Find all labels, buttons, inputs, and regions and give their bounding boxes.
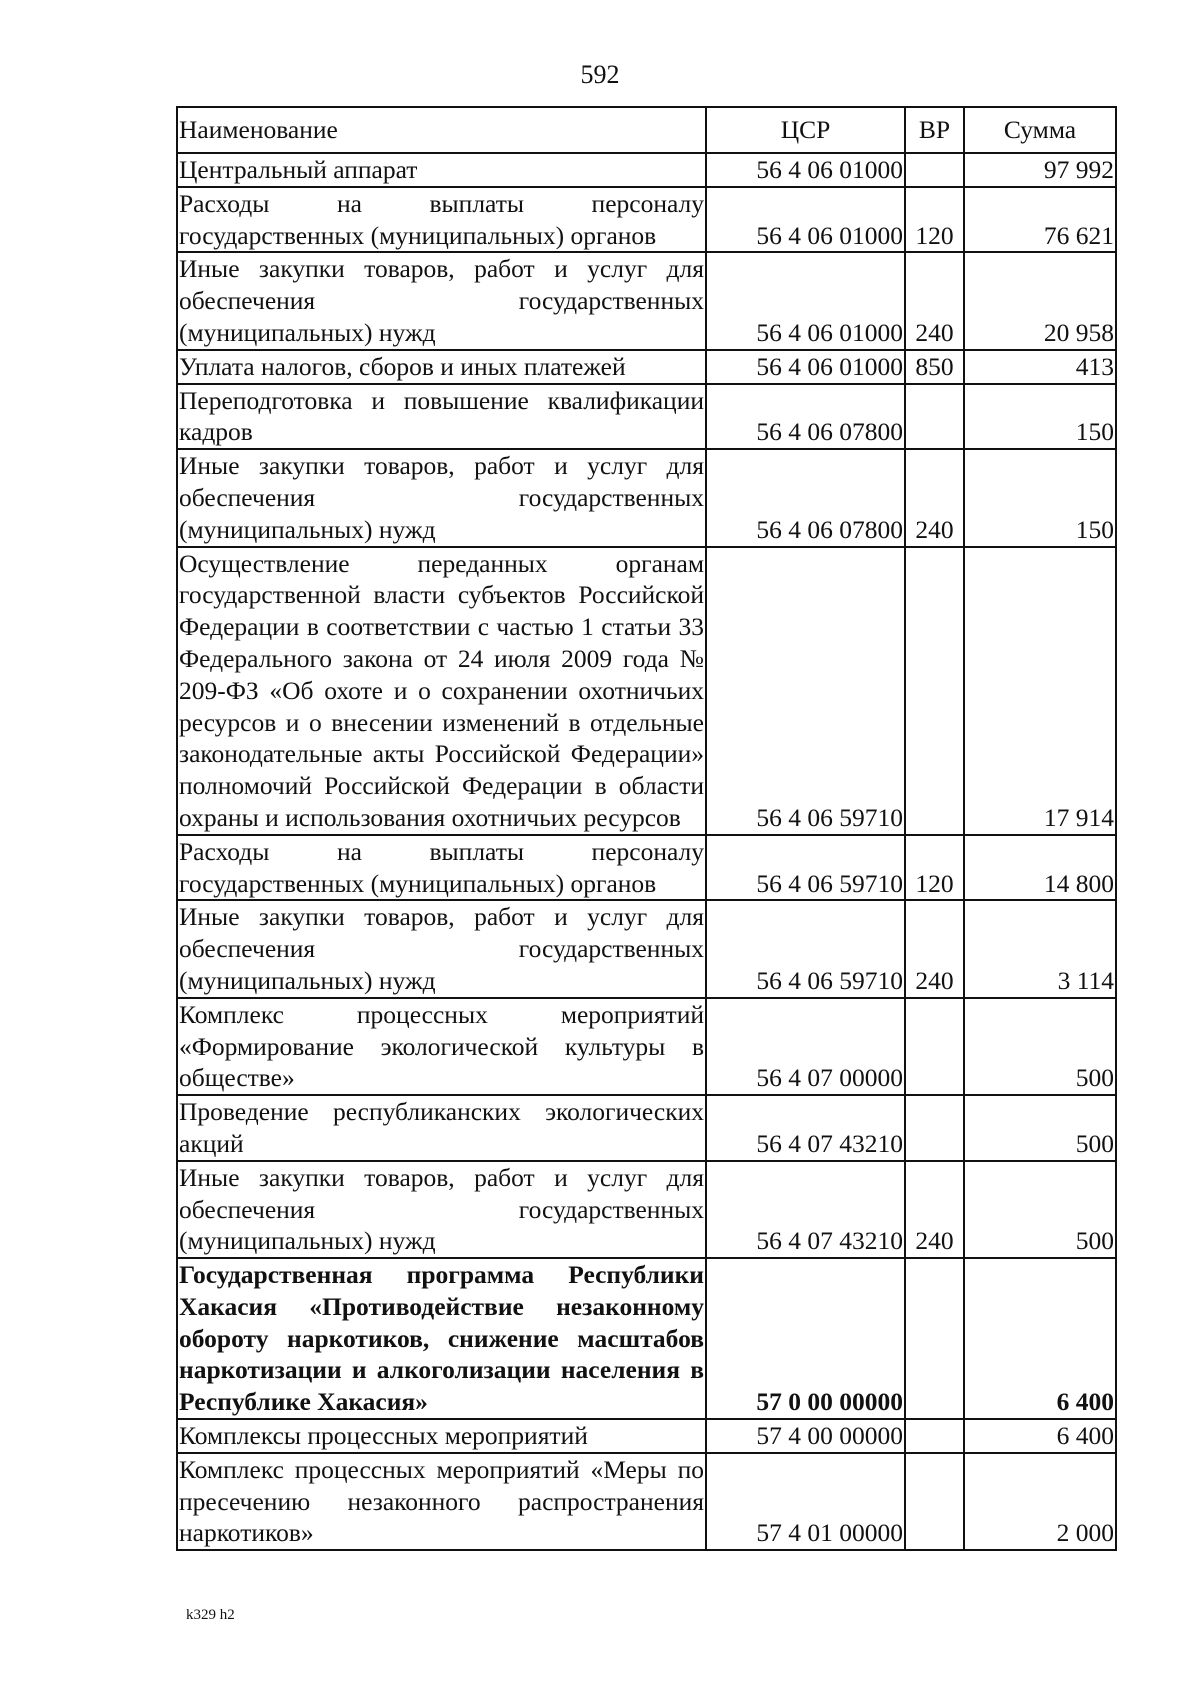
row-name: Иные закупки товаров, работ и услуг для обеспечения государственных (муниципальных) нужд (177, 449, 706, 546)
row-vr: 240 (905, 449, 964, 546)
row-sum: 2 000 (964, 1453, 1116, 1550)
row-csr: 56 4 06 01000 (706, 187, 905, 253)
table-row (177, 350, 1116, 384)
row-name: Проведение республиканских экологических акций (177, 1095, 706, 1161)
header-sum: Сумма (964, 107, 1116, 153)
row-vr: 850 (905, 350, 964, 384)
table-row (177, 998, 1116, 1095)
header-vr: ВР (905, 107, 964, 153)
row-csr: 56 4 06 01000 (706, 252, 905, 349)
row-vr (905, 1453, 964, 1550)
row-sum: 3 114 (964, 900, 1116, 997)
row-sum: 150 (964, 449, 1116, 546)
row-name: Комплексы процессных мероприятий (177, 1419, 706, 1453)
row-sum: 97 992 (964, 153, 1116, 187)
page-number: 592 (580, 60, 620, 89)
row-sum: 14 800 (964, 835, 1116, 901)
row-vr (905, 547, 964, 835)
row-sum: 76 621 (964, 187, 1116, 253)
row-vr: 240 (905, 900, 964, 997)
budget-table (176, 106, 1117, 1551)
row-name: Расходы на выплаты персоналу государственных (муниципальных) органов (177, 187, 706, 253)
row-name: Центральный аппарат (177, 153, 706, 187)
row-csr: 57 4 00 00000 (706, 1419, 905, 1453)
row-csr: 56 4 06 01000 (706, 153, 905, 187)
row-name: Переподготовка и повышение квалификации кадров (177, 384, 706, 450)
table-row (177, 900, 1116, 997)
header-name: Наименование (177, 107, 706, 153)
row-name: Комплекс процессных мероприятий «Формирование экологической культуры в обществе» (177, 998, 706, 1095)
row-sum: 500 (964, 998, 1116, 1095)
header-csr: ЦСР (706, 107, 905, 153)
row-csr: 57 0 00 00000 (706, 1258, 905, 1419)
table-row (177, 384, 1116, 450)
table-row (177, 1258, 1116, 1419)
row-csr: 56 4 06 59710 (706, 835, 905, 901)
row-name: Уплата налогов, сборов и иных платежей (177, 350, 706, 384)
row-vr: 120 (905, 835, 964, 901)
table-row (177, 153, 1116, 187)
row-vr (905, 1258, 964, 1419)
table-row (177, 547, 1116, 835)
table-row (177, 1161, 1116, 1258)
row-vr (905, 1419, 964, 1453)
row-vr (905, 153, 964, 187)
row-name: Иные закупки товаров, работ и услуг для обеспечения государственных (муниципальных) нужд (177, 252, 706, 349)
row-vr (905, 384, 964, 450)
table-row (177, 1095, 1116, 1161)
row-sum: 413 (964, 350, 1116, 384)
row-name: Комплекс процессных мероприятий «Меры по пресечению незаконного распространения наркотиков» (177, 1453, 706, 1550)
table-row (177, 187, 1116, 253)
row-vr (905, 1095, 964, 1161)
table-body (177, 153, 1116, 1550)
row-sum: 150 (964, 384, 1116, 450)
row-sum: 500 (964, 1095, 1116, 1161)
table-row (177, 252, 1116, 349)
row-vr: 240 (905, 252, 964, 349)
row-name: Иные закупки товаров, работ и услуг для обеспечения государственных (муниципальных) нужд (177, 1161, 706, 1258)
table-row (177, 1453, 1116, 1550)
row-sum: 6 400 (964, 1258, 1116, 1419)
row-vr (905, 998, 964, 1095)
row-csr: 56 4 07 00000 (706, 998, 905, 1095)
row-csr: 56 4 06 07800 (706, 449, 905, 546)
table-header-row (177, 107, 1116, 153)
table-row (177, 449, 1116, 546)
row-name: Иные закупки товаров, работ и услуг для обеспечения государственных (муниципальных) нужд (177, 900, 706, 997)
row-csr: 56 4 06 01000 (706, 350, 905, 384)
row-csr: 57 4 01 00000 (706, 1453, 905, 1550)
row-vr: 240 (905, 1161, 964, 1258)
row-sum: 20 958 (964, 252, 1116, 349)
row-csr: 56 4 06 59710 (706, 547, 905, 835)
row-csr: 56 4 06 07800 (706, 384, 905, 450)
row-csr: 56 4 07 43210 (706, 1161, 905, 1258)
row-vr: 120 (905, 187, 964, 253)
footer-code: k329 h2 (186, 1607, 235, 1623)
row-sum: 500 (964, 1161, 1116, 1258)
row-name: Осуществление переданных органам государственной власти субъектов Российской Федерации в соответствии с частью 1 статьи 33 Федерального закона от 24 июля 2009 года № 209-ФЗ «Об охоте и о сохранении охотничьих ресурсов и о внесении изменений в отдельные законодательные акты Российской Федерации» полномочий Российской Федерации в области охраны и использования охотничьих ресурсов (177, 547, 706, 835)
row-sum: 6 400 (964, 1419, 1116, 1453)
row-name: Государственная программа Республики Хакасия «Противодействие незаконному обороту наркотиков, снижение масштабов наркотизации и алкоголизации населения в Республике Хакасия» (177, 1258, 706, 1419)
table-row (177, 1419, 1116, 1453)
table-row (177, 835, 1116, 901)
row-csr: 56 4 07 43210 (706, 1095, 905, 1161)
row-name: Расходы на выплаты персоналу государственных (муниципальных) органов (177, 835, 706, 901)
row-csr: 56 4 06 59710 (706, 900, 905, 997)
row-sum: 17 914 (964, 547, 1116, 835)
